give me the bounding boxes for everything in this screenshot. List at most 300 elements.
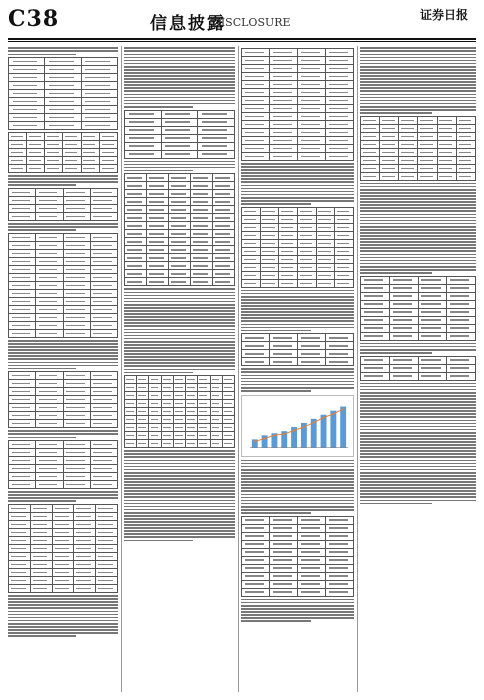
table-cell — [52, 513, 74, 521]
table-cell — [161, 376, 173, 384]
cell-text — [459, 176, 472, 177]
cell-text — [301, 591, 320, 592]
table-cell — [242, 524, 270, 532]
table-cell — [298, 81, 326, 89]
cell-text — [329, 591, 348, 592]
cell-text — [193, 257, 208, 258]
table-cell — [81, 66, 117, 74]
table-cell — [418, 316, 447, 324]
table-cell — [63, 420, 90, 428]
text-line — [8, 632, 118, 634]
table-row — [9, 585, 118, 593]
cell-text — [329, 100, 348, 101]
cell-text — [245, 361, 264, 362]
table-cell — [260, 279, 279, 287]
cell-text — [318, 227, 330, 228]
cell-text — [187, 435, 195, 436]
table-cell — [198, 392, 210, 400]
table-cell — [36, 258, 63, 266]
text-line — [8, 614, 118, 616]
table-cell — [242, 540, 270, 548]
text-line — [8, 368, 76, 370]
table-cell — [169, 238, 191, 246]
cell-text — [39, 245, 57, 246]
text-line — [360, 204, 476, 206]
text-line — [360, 423, 476, 425]
cell-text — [318, 251, 330, 252]
cell-text — [244, 275, 256, 276]
table-row — [9, 149, 118, 157]
cell-text — [363, 152, 376, 153]
table-cell — [242, 231, 261, 239]
cell-text — [39, 253, 57, 254]
text-line — [360, 447, 476, 449]
table-cell — [9, 314, 36, 322]
cell-text — [175, 435, 183, 436]
cell-text — [382, 136, 395, 137]
table-cell — [198, 126, 235, 134]
table-cell — [147, 190, 169, 198]
text-line — [241, 599, 354, 601]
text-line — [124, 78, 235, 80]
table-cell — [326, 65, 354, 73]
cell-text — [175, 427, 183, 428]
bar-chart — [241, 395, 354, 457]
table-cell — [326, 97, 354, 105]
table-cell — [326, 153, 354, 161]
cell-text — [459, 136, 472, 137]
cell-text — [420, 120, 433, 121]
cell-text — [12, 484, 30, 485]
table-cell — [191, 206, 213, 214]
cell-text — [459, 152, 472, 153]
cell-text — [12, 293, 30, 294]
cell-text — [39, 423, 57, 424]
table-cell — [90, 306, 117, 314]
text-line — [124, 456, 235, 458]
cell-text — [39, 407, 57, 408]
table-cell — [213, 254, 235, 262]
table-cell — [213, 238, 235, 246]
table-cell — [9, 242, 36, 250]
table-cell — [326, 564, 354, 572]
cell-text — [85, 85, 110, 86]
cell-text — [301, 52, 320, 53]
cell-text — [11, 136, 23, 137]
cell-text — [273, 551, 292, 552]
table-cell — [149, 400, 161, 408]
text-line — [241, 378, 354, 380]
cell-text — [273, 353, 292, 354]
text-line — [124, 90, 235, 92]
text-line — [124, 338, 235, 340]
table-cell — [210, 392, 222, 400]
text-line — [124, 47, 235, 49]
table-cell — [9, 585, 31, 593]
cell-text — [11, 556, 26, 557]
table-cell — [316, 239, 335, 247]
table-cell — [81, 58, 117, 66]
text-line — [8, 497, 118, 499]
table-cell — [389, 276, 418, 284]
text-line — [8, 500, 76, 502]
text-line — [360, 90, 476, 92]
cell-text — [66, 269, 84, 270]
table-cell — [242, 358, 270, 366]
table-cell — [191, 254, 213, 262]
table-cell — [36, 250, 63, 258]
table-cell — [161, 424, 173, 432]
cell-text — [29, 168, 41, 169]
cell-text — [49, 125, 74, 126]
text-line — [360, 401, 476, 403]
table-cell — [242, 516, 270, 524]
table-row — [361, 356, 476, 364]
table-cell — [242, 271, 261, 279]
cell-text — [39, 200, 57, 201]
cell-text — [171, 225, 186, 226]
text-line — [124, 319, 235, 321]
text-line — [8, 47, 118, 49]
text-line — [360, 456, 476, 458]
cell-text — [12, 444, 30, 445]
text-line — [124, 94, 235, 96]
cell-text — [163, 411, 171, 412]
table-cell — [213, 270, 235, 278]
cell-text — [149, 241, 164, 242]
table-cell — [81, 98, 117, 106]
cell-text — [202, 121, 227, 122]
cell-text — [171, 249, 186, 250]
text-line — [360, 444, 476, 446]
cell-text — [337, 211, 349, 212]
cell-text — [85, 125, 110, 126]
table-cell — [90, 481, 117, 489]
table-cell — [210, 432, 222, 440]
table-cell — [326, 342, 354, 350]
table-cell — [222, 440, 234, 448]
table-cell — [36, 404, 63, 412]
cell-text — [212, 411, 220, 412]
table-cell — [52, 537, 74, 545]
text-line — [241, 463, 354, 465]
text-line — [124, 50, 235, 52]
cell-text — [273, 108, 292, 109]
table-cell — [213, 198, 235, 206]
table-cell — [147, 254, 169, 262]
cell-text — [393, 279, 412, 280]
table-cell — [316, 215, 335, 223]
cell-text — [66, 415, 84, 416]
cell-text — [262, 227, 274, 228]
table-row — [9, 412, 118, 420]
cell-text — [13, 125, 38, 126]
table-cell — [326, 121, 354, 129]
cell-text — [273, 543, 292, 544]
table-cell — [27, 165, 45, 173]
table-cell — [418, 308, 447, 316]
table-cell — [242, 263, 261, 271]
table-cell — [125, 230, 147, 238]
table-cell — [222, 400, 234, 408]
table-cell — [45, 106, 81, 114]
table-cell — [36, 388, 63, 396]
table-cell — [169, 206, 191, 214]
cell-text — [318, 219, 330, 220]
text-line — [241, 484, 354, 486]
cell-text — [329, 108, 348, 109]
table-cell — [297, 279, 316, 287]
cell-text — [301, 559, 320, 560]
text-line — [360, 244, 476, 246]
table-row — [9, 553, 118, 561]
cell-text — [401, 128, 414, 129]
cell-text — [66, 237, 84, 238]
table-cell — [74, 553, 96, 561]
table-cell — [74, 569, 96, 577]
table-cell — [45, 133, 63, 141]
cell-text — [127, 201, 142, 202]
table-cell — [418, 276, 447, 284]
cell-text — [193, 201, 208, 202]
cell-text — [93, 301, 111, 302]
cell-text — [65, 136, 77, 137]
table-cell — [242, 548, 270, 556]
cell-text — [98, 588, 113, 589]
table-cell — [198, 118, 235, 126]
table-cell — [125, 440, 137, 448]
text-line — [241, 506, 354, 508]
cell-text — [262, 211, 274, 212]
chart-point — [332, 413, 334, 415]
cell-text — [11, 532, 26, 533]
table-cell — [437, 116, 456, 124]
table-cell — [361, 124, 380, 132]
table-cell — [81, 141, 99, 149]
table-cell — [45, 165, 63, 173]
cell-text — [329, 84, 348, 85]
table-cell — [9, 481, 36, 489]
cell-text — [12, 333, 30, 334]
data-table — [360, 276, 476, 341]
cell-text — [450, 311, 469, 312]
text-line — [360, 469, 476, 471]
text-line — [124, 100, 235, 102]
table-row — [242, 572, 354, 580]
table-cell — [380, 164, 399, 172]
text-line — [124, 369, 235, 371]
text-line — [124, 161, 235, 163]
table-cell — [173, 376, 185, 384]
text-line — [360, 432, 476, 434]
cell-text — [202, 113, 227, 114]
table-row — [242, 548, 354, 556]
text-line — [124, 469, 235, 471]
cell-text — [66, 325, 84, 326]
table-row — [9, 420, 118, 428]
cell-text — [329, 543, 348, 544]
cell-text — [245, 345, 264, 346]
table-cell — [270, 89, 298, 97]
table-cell — [125, 142, 162, 150]
table-cell — [242, 588, 270, 596]
table-cell — [186, 400, 198, 408]
chart-point — [303, 426, 305, 428]
table-cell — [9, 298, 36, 306]
cell-text — [39, 375, 57, 376]
table-cell — [242, 153, 270, 161]
table-row — [242, 247, 354, 255]
table-cell — [9, 157, 27, 165]
text-line — [360, 112, 432, 114]
text-line — [124, 322, 235, 324]
text-line — [8, 611, 118, 613]
table-row — [9, 457, 118, 465]
table-row — [242, 223, 354, 231]
table-cell — [279, 207, 298, 215]
cell-text — [127, 249, 142, 250]
table-cell — [198, 432, 210, 440]
cell-text — [66, 383, 84, 384]
table-cell — [74, 545, 96, 553]
cell-text — [12, 415, 30, 416]
table-row — [125, 392, 235, 400]
cell-text — [301, 527, 320, 528]
cell-text — [262, 235, 274, 236]
cell-text — [39, 261, 57, 262]
table-cell — [173, 424, 185, 432]
table-cell — [191, 230, 213, 238]
cell-text — [301, 156, 320, 157]
text-line — [124, 478, 235, 480]
text-line — [360, 472, 476, 474]
cell-text — [102, 152, 114, 153]
text-line — [241, 203, 311, 205]
table-cell — [335, 215, 354, 223]
table-cell — [81, 165, 99, 173]
text-line — [360, 420, 476, 422]
table-cell — [30, 545, 52, 553]
cell-text — [163, 419, 171, 420]
table-cell — [298, 113, 326, 121]
cell-text — [171, 241, 186, 242]
table-row — [125, 222, 235, 230]
table-row — [125, 384, 235, 392]
cell-text — [93, 391, 111, 392]
cell-text — [301, 543, 320, 544]
cell-text — [244, 267, 256, 268]
cell-text — [66, 208, 84, 209]
cell-text — [126, 411, 134, 412]
text-line — [360, 441, 476, 443]
table-cell — [260, 215, 279, 223]
cell-text — [281, 211, 293, 212]
cell-text — [12, 423, 30, 424]
table-cell — [125, 262, 147, 270]
cell-text — [66, 444, 84, 445]
table-cell — [399, 140, 418, 148]
cell-text — [93, 216, 111, 217]
cell-text — [12, 285, 30, 286]
table-cell — [242, 572, 270, 580]
table-cell — [36, 396, 63, 404]
text-line — [360, 192, 476, 194]
table-cell — [361, 316, 390, 324]
cell-text — [49, 85, 74, 86]
cell-text — [193, 265, 208, 266]
text-line — [241, 460, 354, 462]
text-line — [241, 494, 354, 496]
text-line — [360, 207, 476, 209]
cell-text — [187, 379, 195, 380]
data-table — [8, 132, 118, 173]
table-cell — [361, 140, 380, 148]
table-row — [9, 122, 118, 130]
cell-text — [102, 168, 114, 169]
table-row — [125, 254, 235, 262]
cell-text — [138, 427, 146, 428]
cell-text — [55, 548, 70, 549]
cell-text — [138, 419, 146, 420]
cell-text — [66, 391, 84, 392]
cell-text — [273, 156, 292, 157]
table-row — [9, 322, 118, 330]
cell-text — [175, 443, 183, 444]
table-cell — [125, 222, 147, 230]
cell-text — [83, 160, 95, 161]
table-row — [9, 234, 118, 242]
cell-text — [47, 168, 59, 169]
table-cell — [9, 306, 36, 314]
cell-text — [273, 361, 292, 362]
cell-text — [149, 249, 164, 250]
text-line — [241, 200, 354, 202]
table-row — [361, 300, 476, 308]
text-line — [8, 598, 118, 600]
cell-text — [93, 476, 111, 477]
cell-text — [329, 535, 348, 536]
cell-text — [55, 580, 70, 581]
table-cell — [169, 278, 191, 286]
cell-text — [318, 267, 330, 268]
text-line — [124, 288, 235, 290]
table-row — [242, 255, 354, 263]
table-cell — [270, 129, 298, 137]
cell-text — [273, 116, 292, 117]
table-cell — [45, 141, 63, 149]
table-row — [242, 540, 354, 548]
table-cell — [298, 105, 326, 113]
table-cell — [9, 537, 31, 545]
table-cell — [149, 376, 161, 384]
table-row — [125, 408, 235, 416]
table-cell — [81, 133, 99, 141]
table-cell — [36, 290, 63, 298]
text-line — [360, 438, 476, 440]
text-line — [8, 355, 118, 357]
cell-text — [401, 160, 414, 161]
cell-text — [171, 281, 186, 282]
text-line — [124, 298, 235, 300]
table-cell — [418, 148, 437, 156]
table-cell — [222, 408, 234, 416]
cell-text — [273, 132, 292, 133]
cell-text — [364, 287, 383, 288]
chart-point — [293, 429, 295, 431]
cell-text — [98, 516, 113, 517]
table-cell — [279, 255, 298, 263]
cell-text — [382, 176, 395, 177]
